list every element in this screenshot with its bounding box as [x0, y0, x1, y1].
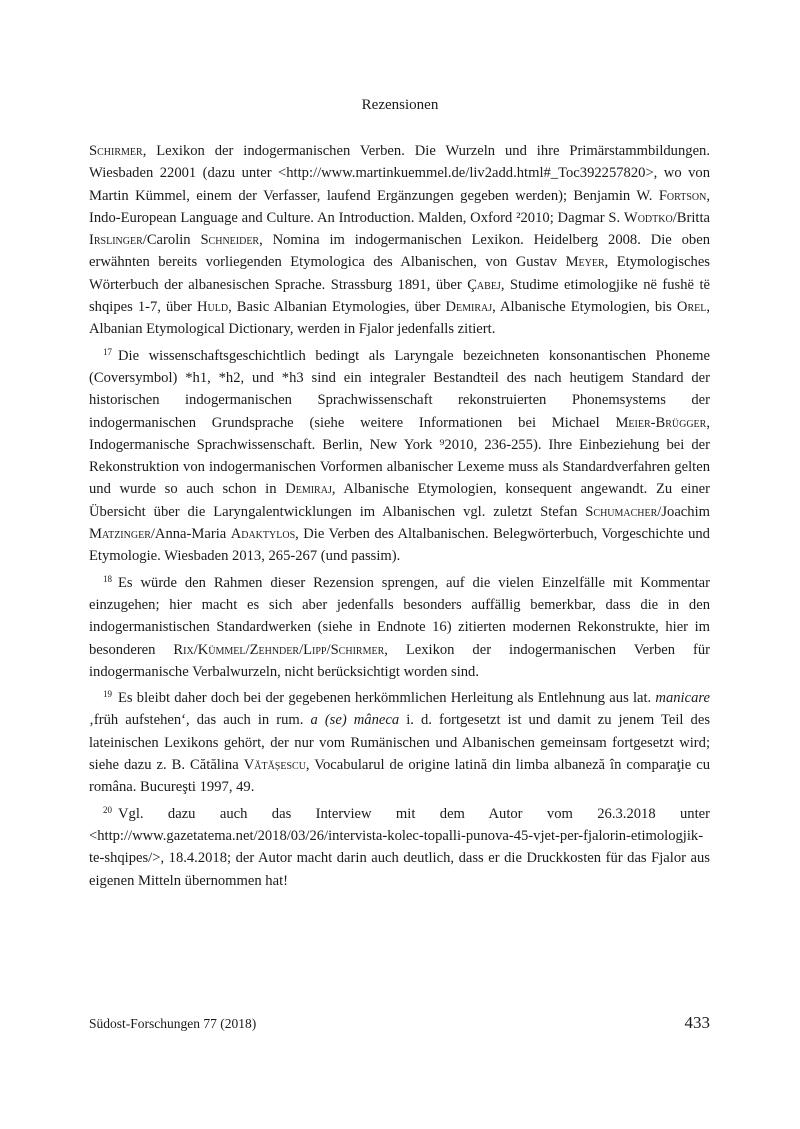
author-name: Meyer	[565, 254, 605, 271]
note-text: i. d. fortgesetzt ist und damit zu jenem Teil des lateinischen Lexikons gehört, der nur vom Rumänischen und Albanischen gemeinsam fortgesetzt wird; siehe dazu z. B. Cătălina	[89, 712, 711, 774]
author-name: Orel	[676, 299, 707, 316]
author-name: Meier-Brügger	[615, 414, 707, 431]
note-text: /	[245, 641, 250, 658]
note-text: Es bleibt daher doch bei der gegebenen herkömmlichen Herleitung als Entlehnung aus lat.	[118, 690, 656, 707]
note-text: /	[193, 641, 198, 658]
note-text: /Joachim	[657, 503, 710, 520]
note-text: , Nomina im indogermanischen Lexikon. Heidelberg 2008. Die oben erwähnten bereits vorliegenden Etymologica des Albanischen, von Gustav	[89, 232, 710, 271]
note-text: , Vocabularul de origine latină din limba albaneză în comparaţie cu româna. Bucureşti 1997, 49.	[89, 757, 710, 796]
note-text: /	[326, 641, 331, 658]
author-name: Demiraj	[445, 299, 493, 316]
journal-footer: Südost-Forschungen 77 (2018)	[89, 1016, 257, 1031]
author-name: Lipp	[303, 641, 327, 658]
endnote-16-continued	[89, 140, 710, 341]
endnote-number: 17	[103, 346, 112, 357]
author-name: Huld	[196, 299, 229, 316]
note-text: , Die Verben des Altalbanischen. Belegwörterbuch, Vorgeschichte und Etymologie. Wiesbaden 2013, 265-267 (und passim).	[89, 526, 710, 565]
note-text: , Studime etimologjike në fushë të shqipes 1-7, über	[89, 276, 710, 316]
author-name: Çabej	[467, 276, 501, 293]
endnote-18	[89, 568, 710, 683]
note-text: Es würde den Rahmen dieser Rezension sprengen, auf die vielen Einzelfälle mit Kommentar einzugehen; hier macht es sich aber jedenfalls besonders auffällig bemerkbar, dass die in den indogermanistischen Standardwerken (siehe in Endnote 16) zitierten modernen Rekonstrukte, hier im besonderen	[89, 574, 710, 658]
note-text: , Albanian Etymological Dictionary, werden in Fjalor jedenfalls zitiert.	[89, 299, 710, 338]
note-text: ‚früh aufstehen‘, das auch in rum.	[89, 712, 311, 729]
note-text: , Indo-European Language and Culture. An Introduction. Malden, Oxford ²2010; Dagmar S.	[89, 187, 710, 226]
note-text: /	[299, 641, 304, 658]
author-name: Irslinger	[89, 232, 143, 249]
note-text: , Lexikon der indogermanischen Verben für indogermanische Verbalwurzeln, nicht berücksichtigt worden sind.	[89, 641, 710, 680]
note-text: Vgl. dazu auch das Interview mit dem Autor vom 26.3.2018 unter <http://www.gazetatema.net/2018/03/26/intervista-kolec-topalli-punova-45-vjet-per-fjalorin-etimologjik-te-shqipes/>, 18.4.2018; der Autor macht darin auch deutlich, dass er die Druckkosten für das Fjalor aus eigenen Mitteln übernommen hat!	[89, 805, 710, 889]
author-name: Vătășescu	[243, 757, 306, 774]
endnote-number: 18	[103, 573, 112, 584]
author-name: Schneider	[200, 232, 260, 249]
endnotes-body	[89, 140, 710, 892]
note-text: , Albanische Etymologien, konsequent angewandt. Zu einer Übersicht über die Laryngalentwicklungen im Albanischen vgl. zuletzt Stefan	[89, 481, 710, 520]
endnote-17	[89, 341, 710, 568]
endnote-19	[89, 683, 710, 798]
author-name: Fortson	[658, 187, 707, 204]
author-name: Schumacher	[585, 503, 658, 520]
note-text: , Indogermanische Sprachwissenschaft. Berlin, New York ⁹2010, 236-255). Ihre Einbeziehung bei der Rekonstruktion von indogermanischen Vorformen albanischer Lexeme muss als Standardverfahren gelten und wurde so auch schon in	[89, 414, 710, 498]
latin-term: manicare	[655, 690, 710, 707]
endnote-20	[89, 799, 710, 892]
author-name: Wodtko	[623, 209, 673, 226]
author-name: Zehnder	[249, 641, 300, 658]
romanian-term: a (se) mâneca	[310, 712, 400, 729]
author-name: Schirmer	[89, 143, 143, 159]
note-text: /Carolin	[142, 232, 201, 249]
author-name: Adaktylos	[230, 526, 296, 543]
note-text: , Albanische Etymologien, bis	[492, 299, 677, 316]
endnote-number: 20	[103, 804, 112, 815]
note-text: , Lexikon der indogermanischen Verben. Die Wurzeln und ihre Primärstammbildungen. Wiesbaden 22001 (dazu unter <http://www.martinkuemmel.de/liv2add.html#_Toc392257820>, wo von Martin Kümmel, einem der Verfasser, laufend Ergänzungen gegeben werden); Benjamin W.	[89, 143, 710, 204]
note-text: /Britta	[672, 209, 710, 226]
note-text: Die wissenschaftsgeschichtlich bedingt als Laryngale bezeichneten konsonantischen Phoneme (Coversymbol) *h1, *h2, und *h3 sind ein integraler Bestandteil des nach heutigem Standard der historischen indogermanischen Sprachwissenschaft rekonstruierten Phonemsystems der indogermanischen Grundsprache (siehe weitere Informationen bei Michael	[89, 347, 710, 431]
note-text: , Etymologisches Wörterbuch der albanesischen Sprache. Strassburg 1891, über	[89, 254, 710, 293]
author-name: Matzinger	[89, 526, 151, 543]
note-text: , Basic Albanian Etymologies, über	[228, 299, 446, 316]
author-name: Demiraj	[285, 481, 332, 498]
author-name: Kümmel	[197, 641, 246, 658]
page-number: 433	[684, 1013, 710, 1032]
running-head: Rezensionen	[361, 97, 439, 113]
author-name: Rix	[173, 641, 194, 658]
note-text: /Anna-Maria	[150, 526, 231, 543]
author-name: Schirmer	[330, 641, 385, 658]
endnote-number: 19	[103, 689, 112, 700]
